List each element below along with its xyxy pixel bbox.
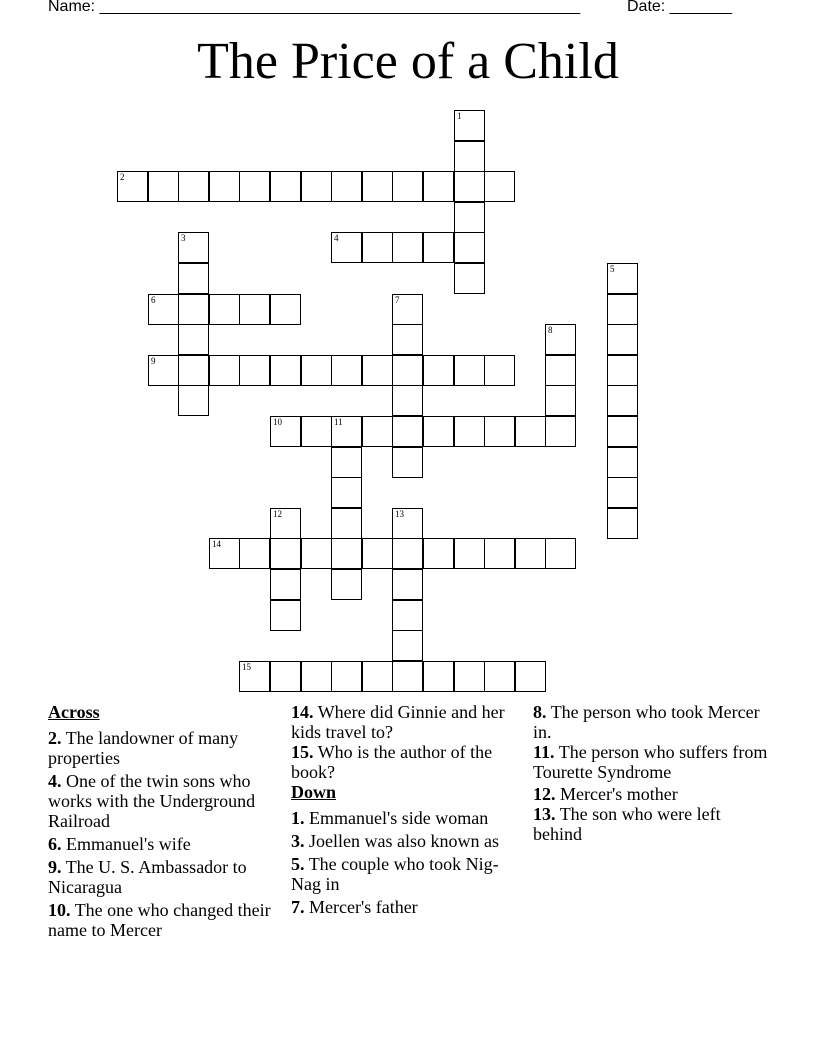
crossword-cell[interactable] [331, 661, 362, 692]
crossword-cell[interactable] [454, 661, 485, 692]
crossword-cell[interactable] [331, 171, 362, 202]
crossword-cell[interactable] [178, 324, 209, 355]
clue-down-5: 5. The couple who took Nig-Nag in [291, 854, 499, 894]
clue-number: 12 [273, 509, 282, 519]
crossword-cell[interactable] [301, 171, 332, 202]
clue-across-10: 10. The one who changed their name to Mercer [48, 900, 271, 940]
crossword-cell[interactable] [270, 600, 301, 631]
crossword-cell[interactable] [209, 355, 240, 386]
clue-number: 5 [610, 264, 615, 274]
crossword-cell[interactable] [270, 661, 301, 692]
crossword-cell[interactable] [607, 263, 638, 294]
crossword-cell[interactable] [239, 294, 270, 325]
date-field-label: Date: _______ [627, 0, 732, 15]
crossword-cell[interactable] [362, 661, 393, 692]
clue-across-9: 9. The U. S. Ambassador to Nicaragua [48, 857, 247, 897]
crossword-cell[interactable] [270, 171, 301, 202]
crossword-cell[interactable] [270, 355, 301, 386]
crossword-cell[interactable] [331, 569, 362, 600]
clue-number: 1 [457, 111, 462, 121]
crossword-cell[interactable] [392, 447, 423, 478]
clue-number: 4 [334, 233, 339, 243]
crossword-cell[interactable] [209, 294, 240, 325]
crossword-cell[interactable] [392, 508, 423, 539]
crossword-cell[interactable] [178, 171, 209, 202]
crossword-cell[interactable] [515, 661, 546, 692]
crossword-cell[interactable] [515, 416, 546, 447]
down-clues-column-3 [533, 702, 769, 847]
crossword-cell[interactable] [239, 661, 270, 692]
crossword-cell[interactable] [362, 538, 393, 569]
crossword-cell[interactable] [270, 416, 301, 447]
crossword-cell[interactable] [454, 416, 485, 447]
crossword-cell[interactable] [607, 294, 638, 325]
clue-down-1: 1. Emmanuel's side woman [291, 808, 489, 828]
clue-number: 8 [548, 325, 553, 335]
crossword-cell[interactable] [148, 355, 179, 386]
clue-number: 11 [334, 417, 343, 427]
crossword-cell[interactable] [423, 661, 454, 692]
crossword-cell[interactable] [454, 232, 485, 263]
crossword-cell[interactable] [331, 232, 362, 263]
clue-number: 9 [151, 356, 156, 366]
clue-across-6: 6. Emmanuel's wife [48, 834, 191, 854]
crossword-cell[interactable] [515, 538, 546, 569]
crossword-cell[interactable] [392, 324, 423, 355]
crossword-cell[interactable] [454, 202, 485, 233]
crossword-cell[interactable] [178, 385, 209, 416]
crossword-cell[interactable] [331, 416, 362, 447]
crossword-cell[interactable] [423, 416, 454, 447]
crossword-cell[interactable] [545, 385, 576, 416]
crossword-cell[interactable] [484, 661, 515, 692]
clue-number: 10 [273, 417, 282, 427]
crossword-cell[interactable] [392, 600, 423, 631]
crossword-cell[interactable] [270, 569, 301, 600]
crossword-cell[interactable] [362, 232, 393, 263]
crossword-cell[interactable] [392, 538, 423, 569]
crossword-cell[interactable] [607, 416, 638, 447]
crossword-cell[interactable] [331, 447, 362, 478]
crossword-cell[interactable] [392, 661, 423, 692]
crossword-cell[interactable] [392, 630, 423, 661]
crossword-cell[interactable] [484, 416, 515, 447]
crossword-cell[interactable] [270, 294, 301, 325]
crossword-cell[interactable] [362, 355, 393, 386]
clue-down-7: 7. Mercer's father [291, 897, 418, 917]
crossword-cell[interactable] [607, 355, 638, 386]
clue-down-11: 11. The person who suffers from Tourette Syndrome [533, 742, 768, 782]
crossword-cell[interactable] [454, 263, 485, 294]
clue-down-13: 13. The son who were left behind [533, 804, 721, 844]
clue-number: 14 [212, 539, 221, 549]
crossword-cell[interactable] [454, 110, 485, 141]
crossword-cell[interactable] [301, 661, 332, 692]
crossword-cell[interactable] [607, 508, 638, 539]
clue-number: 3 [181, 233, 186, 243]
clue-down-12: 12. Mercer's mother [533, 784, 678, 804]
crossword-cell[interactable] [301, 416, 332, 447]
crossword-cell[interactable] [178, 294, 209, 325]
crossword-cell[interactable] [607, 447, 638, 478]
crossword-cell[interactable] [239, 538, 270, 569]
crossword-cell[interactable] [239, 171, 270, 202]
crossword-cell[interactable] [362, 171, 393, 202]
clue-across-2: 2. The landowner of many properties [48, 728, 239, 768]
clue-across-14: 14. Where did Ginnie and her kids travel to? [291, 702, 505, 742]
name-field-label: Name: ______________________________________________________ [48, 0, 581, 15]
crossword-cell[interactable] [607, 385, 638, 416]
crossword-cell[interactable] [454, 538, 485, 569]
crossword-cell[interactable] [392, 232, 423, 263]
crossword-cell[interactable] [392, 569, 423, 600]
crossword-cell[interactable] [301, 538, 332, 569]
crossword-cell[interactable] [423, 171, 454, 202]
crossword-cell[interactable] [148, 171, 179, 202]
clue-number: 15 [242, 662, 251, 672]
crossword-cell[interactable] [239, 355, 270, 386]
crossword-cell[interactable] [362, 416, 393, 447]
crossword-cell[interactable] [545, 538, 576, 569]
crossword-cell[interactable] [545, 416, 576, 447]
crossword-cell[interactable] [607, 477, 638, 508]
crossword-cell[interactable] [331, 508, 362, 539]
clue-down-3: 3. Joellen was also known as [291, 831, 499, 851]
crossword-cell[interactable] [178, 232, 209, 263]
across-heading: Across [48, 702, 100, 722]
clue-number: 7 [395, 295, 400, 305]
crossword-cell[interactable] [423, 355, 454, 386]
crossword-cell[interactable] [454, 171, 485, 202]
crossword-cell[interactable] [209, 538, 240, 569]
crossword-cell[interactable] [454, 355, 485, 386]
clue-down-8: 8. The person who took Mercer in. [533, 702, 760, 742]
crossword-cell[interactable] [301, 355, 332, 386]
page-title: The Price of a Child [197, 33, 619, 90]
crossword-cell[interactable] [545, 324, 576, 355]
clue-across-15: 15. Who is the author of the book? [291, 742, 493, 782]
crossword-cell[interactable] [178, 355, 209, 386]
down-heading: Down [291, 782, 337, 802]
clue-number: 13 [395, 509, 404, 519]
crossword-cell[interactable] [423, 538, 454, 569]
clue-across-4: 4. One of the twin sons who works with the Underground Railroad [48, 771, 256, 831]
crossword-cell[interactable] [545, 355, 576, 386]
clue-number: 6 [151, 295, 156, 305]
clues-column-2 [291, 702, 517, 920]
crossword-cell[interactable] [484, 171, 515, 202]
crossword-cell[interactable] [392, 416, 423, 447]
crossword-cell[interactable] [209, 171, 240, 202]
crossword-cell[interactable] [331, 477, 362, 508]
crossword-cell[interactable] [392, 294, 423, 325]
crossword-cell[interactable] [423, 232, 454, 263]
crossword-cell[interactable] [392, 355, 423, 386]
crossword-cell[interactable] [454, 141, 485, 172]
crossword-cell[interactable] [392, 385, 423, 416]
crossword-cell[interactable] [117, 171, 148, 202]
crossword-cell[interactable] [270, 508, 301, 539]
across-clues-column-1 [48, 702, 284, 943]
crossword-cell[interactable] [484, 538, 515, 569]
crossword-cell[interactable] [607, 324, 638, 355]
clue-number: 2 [120, 172, 125, 182]
crossword-cell[interactable] [148, 294, 179, 325]
crossword-cell[interactable] [484, 355, 515, 386]
crossword-cell[interactable] [178, 263, 209, 294]
crossword-cell[interactable] [392, 171, 423, 202]
crossword-cell[interactable] [331, 538, 362, 569]
crossword-cell[interactable] [270, 538, 301, 569]
crossword-cell[interactable] [331, 355, 362, 386]
